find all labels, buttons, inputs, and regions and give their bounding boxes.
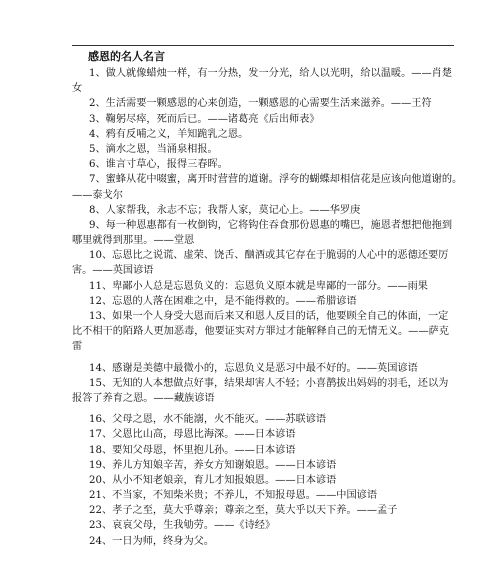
quote-line: 报答了养育之恩。——藏族谚语: [72, 392, 215, 404]
quote-line: 12、忘恩的人落在困难之中，是不能得救的。——希腊谚语: [89, 295, 357, 307]
quote-list: [72, 66, 462, 549]
quote-line: ——泰戈尔: [72, 189, 123, 201]
quote-line: 22、孝子之至，莫大乎尊亲；尊亲之至，莫大乎以天下养。——孟子: [89, 505, 398, 517]
quote-line: 8、人家帮我，永志不忘；我帮人家，莫记心上。——华罗庚: [89, 204, 361, 216]
header-rule: [72, 45, 454, 46]
quote-line: 18、要知父母恩，怀里抱儿孙。——日本谚语: [89, 444, 296, 456]
quote-line: 雷: [72, 341, 83, 353]
document-title: 感恩的名人名言: [88, 50, 165, 63]
quote-line: 19、养儿方知娘辛苦，养女方知谢娘恩。——日本谚语: [89, 459, 337, 471]
quote-line: 害。——英国谚语: [72, 265, 154, 277]
quote-line: 14、感谢是美德中最微小的，忘恩负义是恶习中最不好的。——英国谚语: [89, 362, 418, 374]
quote-line: 24、一日为师，终身为父。: [89, 535, 215, 547]
quote-line: 23、哀哀父母，生我劬劳。——《诗经》: [89, 520, 276, 532]
quote-line: 15、无知的人本想做点好事，结果却害人不轻；小喜鹊拔出妈妈的羽毛，还以为: [89, 377, 449, 389]
quote-line: 17、父恩比山高，母恩比海深。——日本谚语: [89, 429, 296, 441]
quote-line: 比不相干的陌路人更加恶毒，他要证实对方罪过才能解释自己的无情无义。——萨克: [72, 326, 449, 338]
quote-line: 7、蜜蜂从花中啜蜜，离开时营营的道谢。浮夸的蝴蝶却相信花是应该向他道谢的。: [89, 174, 462, 186]
quote-line: 4、鸦有反哺之义，羊知跪乳之恩。: [89, 128, 249, 140]
quote-line: 10、忘恩比之说谎、虚荣、饶舌、酗酒或其它存在于脆弱的人心中的恶德还要厉: [89, 250, 449, 262]
quote-line: 1、做人就像蜡烛一样，有一分热，发一分光，给人以光明，给以温暖。——肖楚: [89, 68, 453, 79]
quote-line: 13、如果一个人身受大恩而后来又和恩人反目的话，他要顾全自己的体面，一定: [89, 311, 449, 322]
quote-line: 20、从小不知老娘亲，育儿才知报娘恩。——日本谚语: [89, 474, 337, 486]
quote-line: 21、不当家，不知柴米贵；不养儿，不知报母恩。——中国谚语: [89, 490, 378, 502]
quote-line: 9、每一种恩惠都有一枚倒钩，它将钩住吞食那份恩惠的嘴巴，施恩者想把他拖到: [89, 219, 453, 231]
quote-line: 5、滴水之恩，当涌泉相报。: [89, 143, 218, 155]
quote-line: 16、父母之恩，水不能溺，火不能灭。——苏联谚语: [89, 414, 327, 426]
quote-line: 6、谁言寸草心，报得三春晖。: [89, 159, 228, 171]
quote-line: 11、卑鄙小人总是忘恩负义的：忘恩负义原本就是卑鄙的一部分。——雨果: [89, 280, 428, 292]
quote-line: 2、生活需要一颗感恩的心来创造，一颗感恩的心需要生活来滋养。——王符: [89, 98, 432, 110]
quote-line: 3、鞠躬尽瘁，死而后已。——诸葛亮《后出师表》: [89, 113, 320, 125]
quote-line: 哪里就得到那里。——堂恩: [72, 235, 195, 247]
quote-line: 女: [72, 83, 83, 95]
